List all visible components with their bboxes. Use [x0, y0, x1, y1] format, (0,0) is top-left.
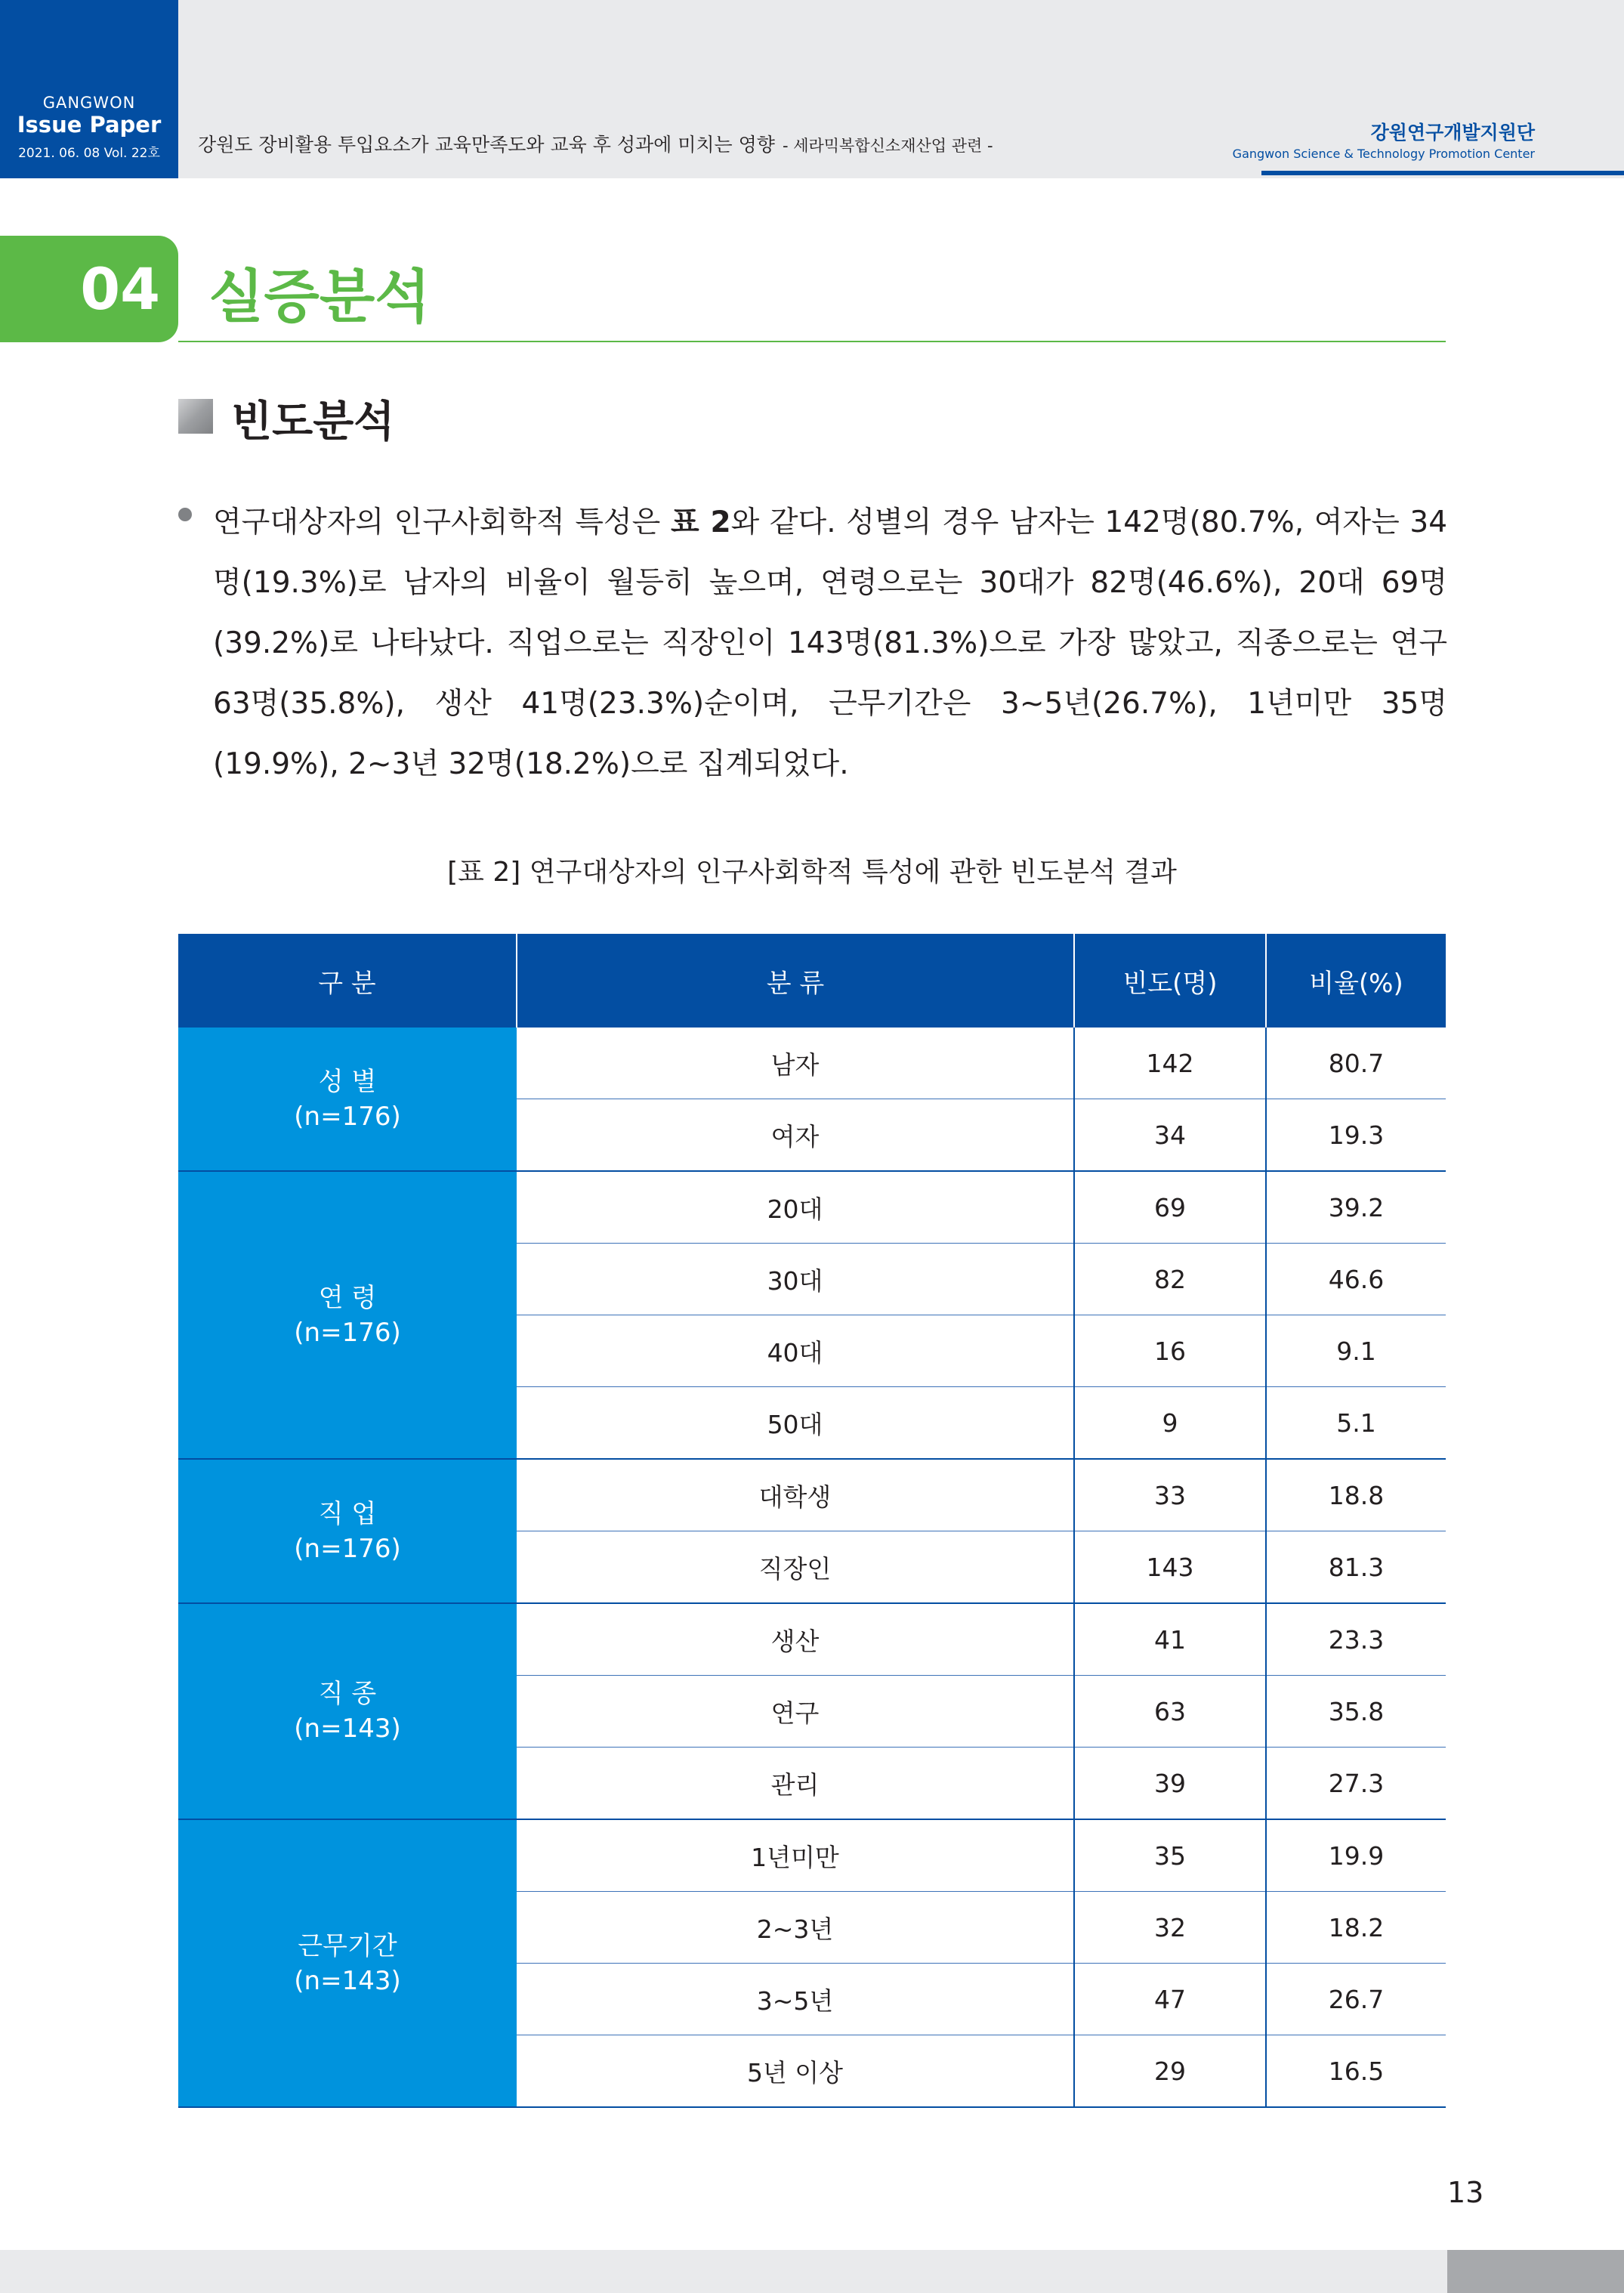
body-paragraph — [213, 493, 1447, 795]
organization-name-ko: 강원연구개발지원단 — [1370, 122, 1535, 144]
ratio-cell: 16.5 — [1266, 2035, 1446, 2108]
ratio-cell: 26.7 — [1266, 1964, 1446, 2035]
section-divider — [178, 341, 1446, 342]
ratio-cell: 23.3 — [1266, 1603, 1446, 1676]
group-cell — [178, 1171, 517, 1459]
document-title — [198, 130, 993, 157]
group-cell — [178, 1459, 517, 1603]
group-name: 직 종 — [318, 1679, 377, 1709]
frequency-cell: 69 — [1074, 1171, 1266, 1244]
category-cell: 20대 — [517, 1171, 1074, 1244]
group-cell — [178, 1603, 517, 1819]
frequency-cell: 82 — [1074, 1244, 1266, 1315]
table-row — [178, 1028, 1446, 1099]
section-number: 04 — [0, 236, 178, 342]
ratio-cell: 18.8 — [1266, 1459, 1446, 1531]
header-accent-line — [1261, 171, 1624, 175]
ratio-cell: 80.7 — [1266, 1028, 1446, 1099]
category-cell: 연구 — [517, 1676, 1074, 1748]
bullet-icon — [178, 508, 192, 521]
group-name: 직 업 — [318, 1498, 377, 1529]
square-bullet-icon — [178, 399, 213, 434]
frequency-cell: 33 — [1074, 1459, 1266, 1531]
frequency-cell: 16 — [1074, 1315, 1266, 1387]
category-cell: 관리 — [517, 1748, 1074, 1820]
ratio-cell: 35.8 — [1266, 1676, 1446, 1748]
brand-date-volume: 2021. 06. 08 Vol. 22호 — [18, 146, 160, 161]
group-sample-size: (n=176) — [294, 1317, 401, 1348]
issue-paper-brand — [0, 0, 178, 178]
group-cell — [178, 1028, 517, 1171]
category-cell: 직장인 — [517, 1531, 1074, 1604]
frequency-cell: 143 — [1074, 1531, 1266, 1604]
subsection-title: 빈도분석 — [231, 397, 395, 447]
frequency-cell: 32 — [1074, 1892, 1266, 1964]
frequency-cell: 9 — [1074, 1387, 1266, 1460]
section-title: 실증분석 — [208, 263, 431, 330]
frequency-cell: 63 — [1074, 1676, 1266, 1748]
ratio-cell: 5.1 — [1266, 1387, 1446, 1460]
group-name: 연 령 — [318, 1282, 377, 1313]
ratio-cell: 9.1 — [1266, 1315, 1446, 1387]
table-row — [178, 1459, 1446, 1531]
frequency-cell: 142 — [1074, 1028, 1266, 1099]
organization-name-en: Gangwon Science & Technology Promotion Center — [1232, 147, 1535, 161]
page-number: 13 — [1447, 2176, 1484, 2209]
group-sample-size: (n=176) — [294, 1101, 401, 1132]
frequency-cell: 29 — [1074, 2035, 1266, 2108]
header-group: 구 분 — [178, 934, 517, 1028]
group-cell — [178, 1819, 517, 2107]
table-header-row — [178, 934, 1446, 1028]
category-cell: 50대 — [517, 1387, 1074, 1460]
document-title-main: 강원도 장비활용 투입요소가 교육만족도와 교육 후 성과에 미치는 영향 — [198, 134, 775, 156]
category-cell: 30대 — [517, 1244, 1074, 1315]
header-category: 분 류 — [517, 934, 1074, 1028]
group-name: 근무기간 — [298, 1930, 397, 1961]
frequency-cell: 41 — [1074, 1603, 1266, 1676]
ratio-cell: 18.2 — [1266, 1892, 1446, 1964]
category-cell: 여자 — [517, 1099, 1074, 1172]
frequency-cell: 39 — [1074, 1748, 1266, 1820]
frequency-cell: 47 — [1074, 1964, 1266, 2035]
table-row — [178, 1819, 1446, 1892]
category-cell: 남자 — [517, 1028, 1074, 1099]
header-ratio: 비율(%) — [1266, 934, 1446, 1028]
category-cell: 대학생 — [517, 1459, 1074, 1531]
frequency-cell: 34 — [1074, 1099, 1266, 1172]
frequency-table — [178, 934, 1446, 2108]
ratio-cell: 46.6 — [1266, 1244, 1446, 1315]
ratio-cell: 27.3 — [1266, 1748, 1446, 1820]
table-row — [178, 1171, 1446, 1244]
group-name: 성 별 — [318, 1066, 377, 1097]
group-sample-size: (n=143) — [294, 1714, 401, 1744]
paragraph-table-ref: 표 2 — [670, 505, 731, 539]
table-row — [178, 1603, 1446, 1676]
brand-gangwon: GANGWON — [42, 94, 136, 112]
header-frequency: 빈도(명) — [1074, 934, 1266, 1028]
category-cell: 2~3년 — [517, 1892, 1074, 1964]
ratio-cell: 81.3 — [1266, 1531, 1446, 1604]
frequency-cell: 35 — [1074, 1819, 1266, 1892]
category-cell: 40대 — [517, 1315, 1074, 1387]
ratio-cell: 39.2 — [1266, 1171, 1446, 1244]
category-cell: 생산 — [517, 1603, 1074, 1676]
brand-issue-paper: Issue Paper — [17, 112, 162, 138]
table-body — [178, 1028, 1446, 2107]
group-sample-size: (n=143) — [294, 1965, 401, 1996]
table-caption: [표 2] 연구대상자의 인구사회학적 특성에 관한 빈도분석 결과 — [447, 857, 1177, 888]
category-cell: 1년미만 — [517, 1819, 1074, 1892]
paragraph-text-1: 연구대상자의 인구사회학적 특성은 — [213, 505, 671, 539]
group-sample-size: (n=176) — [294, 1533, 401, 1564]
document-title-sub: - 세라믹복합신소재산업 관련 - — [782, 137, 993, 155]
footer-band — [0, 2250, 1624, 2293]
ratio-cell: 19.9 — [1266, 1819, 1446, 1892]
ratio-cell: 19.3 — [1266, 1099, 1446, 1172]
category-cell: 5년 이상 — [517, 2035, 1074, 2108]
category-cell: 3~5년 — [517, 1964, 1074, 2035]
paragraph-text-2: 와 같다. 성별의 경우 남자는 142명(80.7%, 여자는 34명(19.3%)로 남자의 비율이 월등히 높으며, 연령으로는 30대가 82명(46.6%), 20대 69명(39.2%)로 나타났다. 직업으로는 직장인이 143명(81.3%)으로 가장 많았고, 직종으로는 연구 63명(35.8%), 생산 41명(23.3%)순이며, 근무기간은 3~5년(26.7%), 1년미만 35명(19.9%), 2~3년 32명(18.2%)으로 집계되었다. — [213, 505, 1448, 781]
footer-block — [1447, 2250, 1624, 2293]
